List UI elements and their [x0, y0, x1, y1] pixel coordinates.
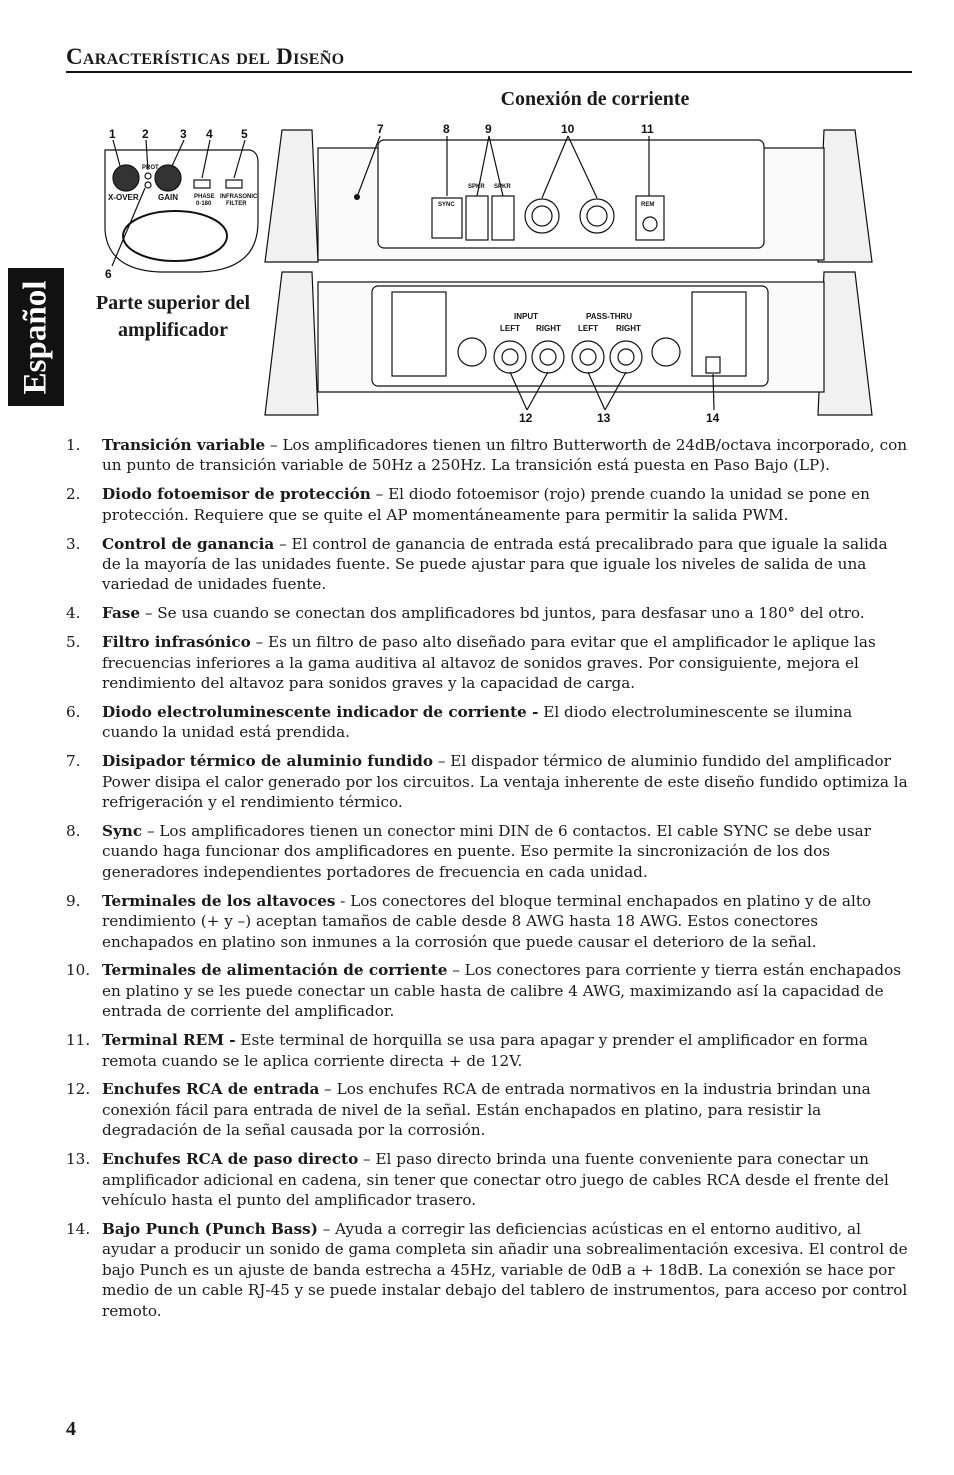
- feature-item: [66, 751, 908, 812]
- amp-top-caption-line2: amplificador: [118, 319, 228, 341]
- feature-text: – El control de ganancia de entrada está precalibrado para que iguale la salida de la mayoría de las unidades fuente. Se puede ajustar para que iguale los niveles de salida de una variedad de unidades fuente.: [102, 534, 888, 594]
- feature-title: Transición variable: [102, 436, 266, 454]
- pass-thru-label: PASS-THRU: [586, 312, 633, 321]
- feature-text: – El paso directo brinda una fuente conveniente para conectar un amplificador adicional en cadena, sin tener que conectar otro juego de cables RCA desde el frente del vehículo hasta el punto del amplificador trasero.: [102, 1150, 889, 1209]
- feature-text: – Es un filtro de paso alto diseñado para evitar que el amplificador le aplique las frecuencias inferiores a la gama auditiva al altavoz de sonidos graves. Por consiguiente, mejora el rendimiento del altavoz para sonidos graves y la capacidad de carga.: [102, 633, 876, 693]
- feature-description: [102, 534, 908, 595]
- callout-14: 14: [706, 411, 720, 425]
- page-number: 4: [66, 1418, 76, 1440]
- feature-text: – Los amplificadores tienen un filtro Butterworth de 24dB/octava incorporado, con un punto de transición variable de 50Hz a 250Hz. La transición está puesta en Paso Bajo (LP).: [102, 436, 908, 475]
- feature-item: [66, 1079, 908, 1140]
- feature-item: [66, 960, 908, 1021]
- callout-12: 12: [519, 411, 533, 425]
- feature-number: 2.: [66, 485, 81, 504]
- callout-6: 6: [105, 267, 112, 281]
- feature-text: – Ayuda a corregir las deficiencias acústicas en el entorno auditivo, al ayudar a producir un sonido de gama completa sin añadir una sobrealimentación excesiva. El control de bajo Punch es un ajuste de banda estrecha a 45Hz, variable de 0dB a + 18dB. La conexión se hace por medio de un cable RJ-45 y se puede instalar debajo del tablero de instrumentos, para acceso por control remoto.: [102, 1219, 908, 1320]
- passthru-right-label: RIGHT: [616, 324, 641, 333]
- feature-item: [66, 891, 908, 952]
- feature-text: Este terminal de horquilla se usa para apagar y prender el amplificador en forma remota cuando se le aplica corriente directa + de 12V.: [102, 1031, 868, 1070]
- feature-number: 8.: [66, 822, 81, 840]
- input-left-label: LEFT: [500, 324, 520, 333]
- feature-text: – Los amplificadores tienen un conector mini DIN de 6 contactos. El cable SYNC se debe usar cuando haga funcionar dos amplificadores en puente. Eso permite la sincronización de los dos generadores independientes portadores de frecuencia en cada unidad.: [102, 822, 871, 881]
- feature-description: [102, 821, 908, 882]
- rem-label: REM: [641, 202, 655, 208]
- callout-8: 8: [443, 122, 450, 136]
- class-bd-logo: [123, 211, 227, 261]
- feature-number: 4.: [66, 604, 81, 623]
- callout-7: 7: [377, 122, 384, 136]
- feature-title: Filtro infrasónico: [102, 633, 251, 652]
- feature-item: [66, 484, 908, 525]
- feature-number: 14.: [66, 1219, 91, 1238]
- feature-number: 11.: [66, 1031, 91, 1050]
- phase-switch: [194, 180, 210, 188]
- feature-description: [102, 1079, 908, 1140]
- feature-title: Control de ganancia: [102, 534, 275, 553]
- feature-number: 6.: [66, 702, 81, 721]
- feature-title: Terminales de los altavoces: [102, 891, 336, 910]
- spkr-label-2: SPKR: [494, 184, 511, 190]
- feature-number: 1.: [66, 436, 81, 454]
- feature-item: [66, 1149, 908, 1210]
- xover-knob: [113, 165, 139, 191]
- feature-item: [66, 702, 908, 743]
- infrasonic-label: INFRASONIC: [220, 194, 258, 200]
- feature-item: [66, 435, 908, 476]
- connection-panel: [378, 140, 764, 248]
- feature-number: 5.: [66, 633, 81, 652]
- feature-text: – Se usa cuando se conectan dos amplificadores bd juntos, para desfasar uno a 180° del otro.: [140, 604, 865, 623]
- input-label: INPUT: [514, 312, 538, 321]
- feature-description: [102, 435, 908, 476]
- feature-number: 12.: [66, 1080, 91, 1099]
- features-list: [66, 435, 908, 1329]
- feature-description: [102, 484, 908, 525]
- spkr-label-1: SPKR: [468, 184, 485, 190]
- section-title: Características del Diseño: [66, 44, 912, 73]
- language-tab-label: Español: [17, 280, 54, 394]
- feature-title: Enchufes RCA de paso directo: [102, 1150, 359, 1169]
- feature-title: Diodo electroluminescente indicador de corriente -: [102, 702, 539, 721]
- heatsink-right-bottom: [818, 272, 872, 415]
- feature-number: 3.: [66, 534, 81, 553]
- callout-10: 10: [561, 122, 575, 136]
- infrasonic-sub-label: FILTER: [226, 201, 247, 207]
- gain-knob: [155, 165, 181, 191]
- power-led: [145, 182, 151, 188]
- feature-title: Fase: [102, 604, 141, 623]
- power-connection-caption: Conexión de corriente: [500, 88, 690, 110]
- sync-label: SYNC: [438, 202, 455, 208]
- heatsink-left-bottom: [265, 272, 318, 415]
- callout-4: 4: [206, 127, 213, 141]
- callout-11: 11: [641, 122, 654, 136]
- input-panel: [372, 286, 768, 386]
- feature-item: [66, 821, 908, 882]
- heatsink-left-top: [265, 130, 318, 262]
- feature-description: [102, 1149, 908, 1210]
- feature-description: [102, 891, 908, 952]
- feature-title: Disipador térmico de aluminio fundido: [102, 752, 433, 771]
- feature-text: - Los conectores del bloque terminal enchapados en platino y de alto rendimiento (+ y –) aceptan tamaños de cable desde 8 AWG hasta 18 AWG. Estos conectores enchapados en platino son inmunes a la corrosión que puede causar el deterioro de la señal.: [102, 891, 872, 951]
- feature-title: Terminal REM -: [102, 1031, 236, 1050]
- feature-text: – El dispador térmico de aluminio fundido del amplificador Power disipa el calor generado por los circuitos. La ventaja inherente de este diseño fundido optimiza la refrigeración y el rendimiento térmico.: [102, 752, 908, 812]
- phase-label: PHASE: [194, 194, 215, 200]
- feature-title: Diodo fotoemisor de protección: [102, 485, 371, 504]
- gain-label: GAIN: [158, 193, 178, 202]
- feature-description: [102, 960, 908, 1021]
- feature-description: [102, 603, 908, 623]
- amp-top-caption-line1: Parte superior del: [95, 292, 251, 314]
- feature-number: 9.: [66, 891, 81, 910]
- feature-number: 10.: [66, 961, 91, 980]
- amplifier-diagram: [0, 0, 954, 440]
- feature-title: Terminales de alimentación de corriente: [102, 961, 448, 980]
- prot-label: PROT: [142, 165, 159, 171]
- feature-item: [66, 534, 908, 595]
- passthru-left-label: LEFT: [578, 324, 598, 333]
- feature-number: 7.: [66, 752, 81, 771]
- feature-item: [66, 603, 908, 623]
- feature-description: [102, 632, 908, 693]
- callout-13: 13: [597, 411, 611, 425]
- feature-text: – Los conectores para corriente y tierra están enchapados en platino y se les puede conectar un cable hasta de calibre 4 AWG, maximizando así la capacidad de entrada de corriente del amplificador.: [102, 961, 902, 1021]
- prot-led: [145, 173, 151, 179]
- callout-9: 9: [485, 122, 492, 136]
- feature-text: – Los enchufes RCA de entrada normativos en la industria brindan una conexión fácil para entrada de nivel de la señal. Están enchapados en platino, para resistir la degradación de la señal causada por la corrosión.: [102, 1080, 871, 1140]
- feature-item: [66, 1219, 908, 1321]
- infrasonic-switch: [226, 180, 242, 188]
- input-right-label: RIGHT: [536, 324, 561, 333]
- feature-item: [66, 1030, 908, 1071]
- feature-description: [102, 1219, 908, 1321]
- feature-description: [102, 1030, 908, 1071]
- callout-1: 1: [109, 127, 116, 141]
- feature-text: – El diodo fotoemisor (rojo) prende cuando la unidad se pone en protección. Requiere que se quite el AP momentáneamente para permitir la salida PWM.: [102, 485, 870, 524]
- feature-item: [66, 632, 908, 693]
- phase-sub-label: 0-180: [196, 201, 212, 207]
- feature-description: [102, 702, 908, 743]
- xover-label: X-OVER: [108, 193, 139, 202]
- callout-5: 5: [241, 127, 248, 141]
- callout-2: 2: [142, 127, 149, 141]
- feature-number: 13.: [66, 1150, 91, 1169]
- feature-text: El diodo electroluminescente se ilumina cuando la unidad está prendida.: [102, 702, 853, 742]
- feature-description: [102, 751, 908, 812]
- feature-title: Sync: [102, 822, 143, 840]
- feature-title: Enchufes RCA de entrada: [102, 1080, 320, 1099]
- feature-title: Bajo Punch (Punch Bass): [102, 1219, 318, 1238]
- heatsink-right-top: [818, 130, 872, 262]
- callout-3: 3: [180, 127, 187, 141]
